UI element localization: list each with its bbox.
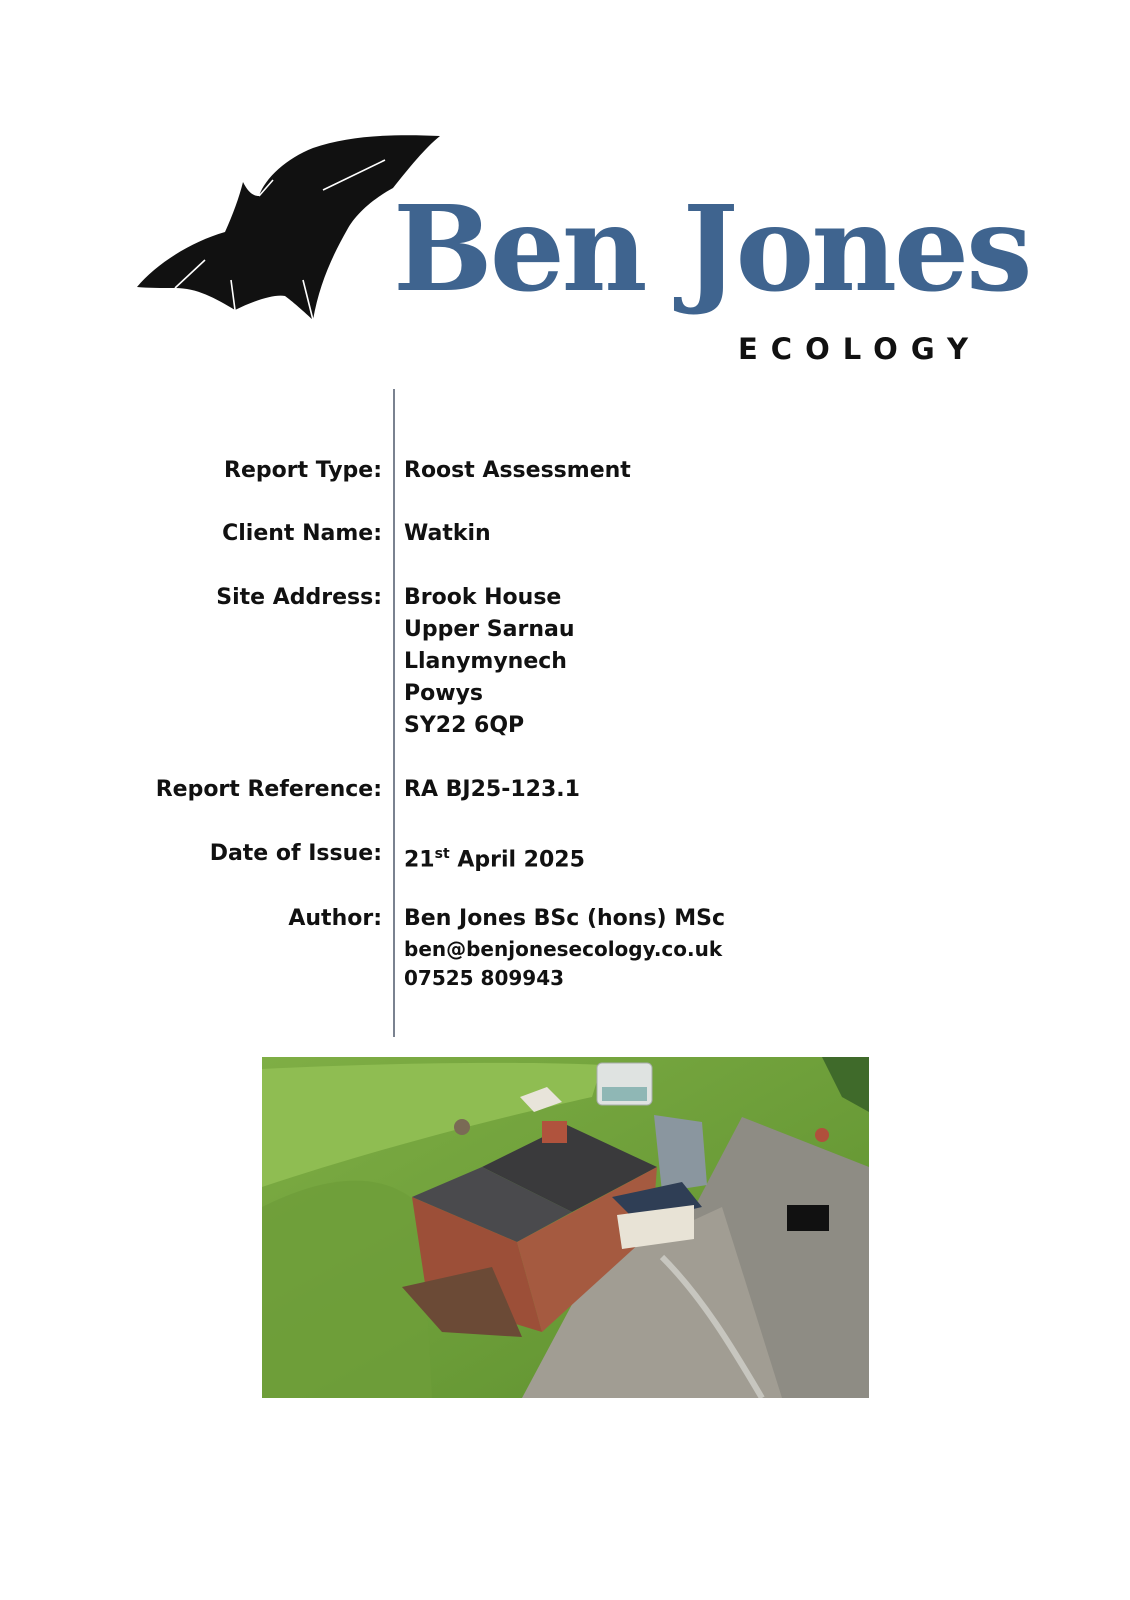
- author-email: ben@benjonesecology.co.uk: [404, 937, 723, 961]
- date-rest: April 2025: [449, 847, 585, 873]
- date-of-issue-value: [404, 838, 585, 876]
- company-logo: [135, 130, 1030, 375]
- report-type-value: Roost Assessment: [404, 458, 631, 483]
- brand-name: Ben Jones: [393, 179, 1030, 318]
- site-address-value: [404, 582, 575, 742]
- date-ordinal-suffix: st: [434, 846, 450, 862]
- date-of-issue-label: Date of Issue:: [209, 841, 382, 866]
- client-name-value: Watkin: [404, 521, 491, 546]
- address-line: Brook House: [404, 585, 562, 610]
- client-name-label: Client Name:: [222, 521, 382, 546]
- address-line: Powys: [404, 681, 483, 706]
- site-address-label: Site Address:: [216, 585, 382, 610]
- date-day: 21: [404, 847, 435, 873]
- vertical-divider: [393, 389, 395, 1037]
- address-line: SY22 6QP: [404, 713, 525, 738]
- report-reference-value: RA BJ25-123.1: [404, 777, 580, 802]
- aerial-house-photo: [262, 1057, 869, 1398]
- report-reference-label: Report Reference:: [155, 777, 382, 802]
- author-phone: 07525 809943: [404, 966, 565, 990]
- report-type-label: Report Type:: [224, 458, 382, 483]
- address-line: Upper Sarnau: [404, 617, 575, 642]
- brand-tagline: ECOLOGY: [737, 332, 981, 366]
- author-name: Ben Jones BSc (hons) MSc: [404, 906, 726, 931]
- author-label: Author:: [288, 906, 382, 931]
- address-line: Llanymynech: [404, 649, 567, 674]
